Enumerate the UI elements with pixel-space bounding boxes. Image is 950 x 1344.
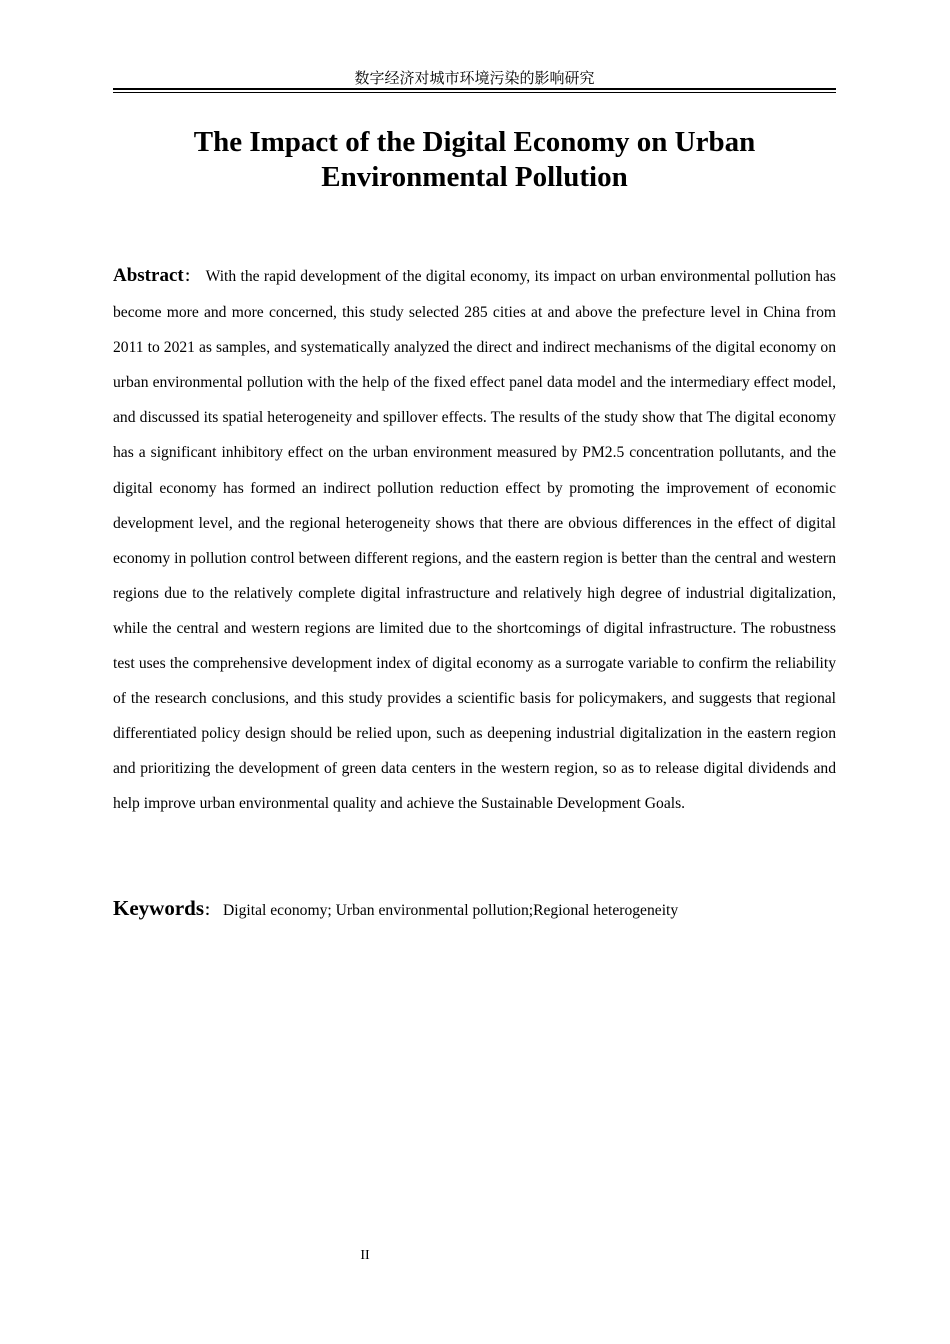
abstract-text: With the rapid development of the digital economy, its impact on urban environmental pollution has become more and more concerned, this study selected 285 cities at and above the prefecture level in China from 2011 to 2021 as samples, and systematically analyzed the direct and indirect mechanisms of the digital economy on urban environmental pollution with the help of the fixed effect panel data model and the intermediary effect model, and discussed its spatial heterogeneity and spillover effects. The results of the study show that The digital economy has a significant inhibitory effect on the urban environment measured by PM2.5 concentration pollutants, and the digital economy has formed an indirect pollution reduction effect by promoting the improvement of economic development level, and the regional heterogeneity shows that there are obvious differences in the effect of digital economy in pollution control between different regions, and the eastern region is better than the central and western regions due to the relatively complete digital infrastructure and relatively high degree of industrial digitalization, while the central and western regions are limited due to the shortcomings of digital infrastructure. The robustness test uses the comprehensive development index of digital economy as a surrogate variable to confirm the reliability of the research conclusions, and this study provides a scientific basis for policymakers, and suggests that regional differentiated policy design should be relied upon, such as deepening industrial digitalization in the eastern region and prioritizing the development of green data centers in the western region, so as to release digital dividends and help improve urban environmental quality and achieve the Sustainable Development Goals. bbox=[113, 268, 836, 813]
paper-title-line-1: The Impact of the Digital Economy on Urban bbox=[193, 126, 756, 158]
keywords-text: Digital economy; Urban environmental pollution;Regional heterogeneity bbox=[223, 902, 679, 919]
page-number: II bbox=[360, 1248, 370, 1263]
keywords-label: Keywords bbox=[113, 896, 204, 920]
abstract-paragraph bbox=[113, 258, 836, 822]
keywords-colon: ： bbox=[204, 903, 220, 919]
abstract-colon: ： bbox=[183, 269, 200, 285]
keywords-line bbox=[113, 892, 836, 927]
header-rule-thick bbox=[113, 88, 836, 90]
paper-title-line-2: Environmental Pollution bbox=[321, 161, 628, 193]
running-header: 数字经济对城市环境污染的影响研究 bbox=[354, 69, 595, 87]
abstract-label: Abstract bbox=[113, 265, 184, 286]
paper-title bbox=[113, 125, 836, 195]
header-rule-thin bbox=[113, 92, 836, 93]
